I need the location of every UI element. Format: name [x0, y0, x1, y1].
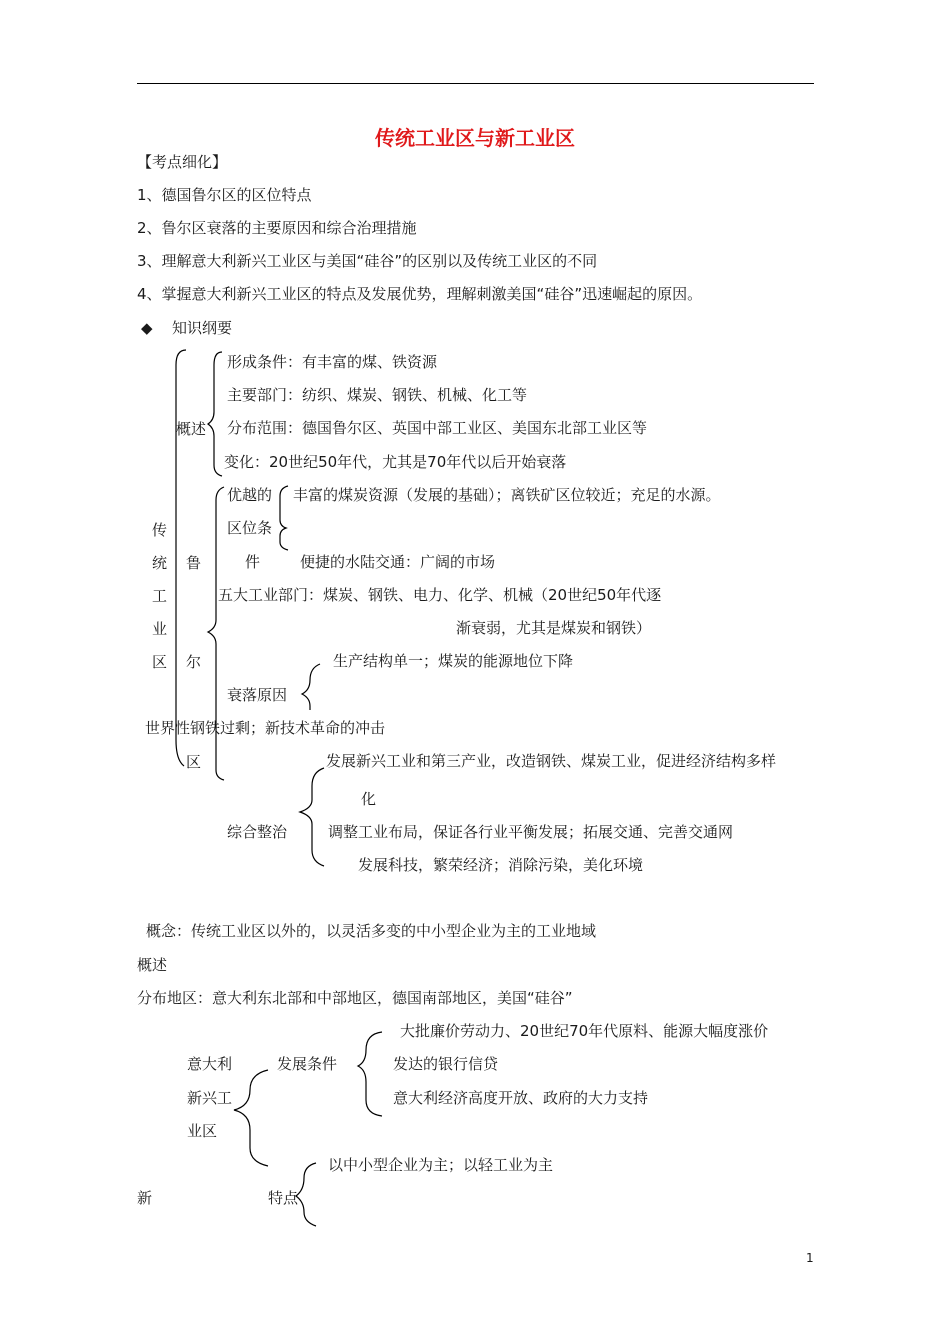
- point-3: 3、理解意大利新兴工业区与美国“硅谷”的区别以及传统工业区的不同: [137, 252, 598, 270]
- dev-item: 发达的银行信贷: [393, 1055, 499, 1073]
- new-overview-label: 概述: [137, 956, 168, 974]
- italy-label: 新兴工: [187, 1089, 233, 1107]
- bracket-remediation: [300, 768, 324, 866]
- feature-item: 以中小型企业为主；以轻工业为主: [328, 1156, 554, 1174]
- italy-label: 业区: [187, 1122, 218, 1140]
- point-2: 2、鲁尔区衰落的主要原因和综合治理措施: [137, 219, 417, 237]
- overview-item: 分布范围：德国鲁尔区、英国中部工业区、美国东北部工业区等: [227, 419, 648, 437]
- bracket-feature: [296, 1163, 316, 1226]
- section-header: 【考点细化】: [137, 153, 228, 171]
- location-item: 便捷的水陆交通：广阔的市场: [300, 553, 496, 571]
- ruhr-label-char: 区: [186, 753, 202, 771]
- decline-item: 生产结构单一；煤炭的能源地位下降: [333, 652, 574, 670]
- bracket-overview: [208, 352, 222, 476]
- location-label: 件: [245, 553, 261, 571]
- concept-text: 概念：传统工业区以外的，以灵活多变的中小型企业为主的工业地域: [146, 922, 597, 940]
- dev-label: 发展条件: [277, 1055, 338, 1073]
- distribution-text: 分布地区：意大利东北部和中部地区，德国南部地区，美国“硅谷”: [137, 989, 573, 1007]
- page-number: 1: [806, 1251, 814, 1265]
- remediation-item: 发展新兴工业和第三产业，改造钢铁、煤炭工业，促进经济结构多样: [326, 752, 777, 770]
- location-label: 区位条: [227, 519, 273, 537]
- remediation-item: 发展科技，繁荣经济；消除污染，美化环境: [358, 856, 644, 874]
- remediation-item: 化: [361, 790, 377, 808]
- remediation-label: 综合整治: [227, 823, 288, 841]
- traditional-label-char: 传: [152, 521, 168, 539]
- new-label: 新: [137, 1189, 153, 1207]
- page-title: 传统工业区与新工业区: [375, 126, 575, 150]
- overview-label: 概述: [176, 420, 207, 438]
- outline-header: 知识纲要: [172, 319, 233, 337]
- dev-item: 大批廉价劳动力、20世纪70年代原料、能源大幅度涨价: [400, 1022, 769, 1040]
- bracket-traditional: [176, 350, 186, 766]
- dev-item: 意大利经济高度开放、政府的大力支持: [393, 1089, 649, 1107]
- overview-item: 主要部门：纺织、煤炭、钢铁、机械、化工等: [227, 386, 528, 404]
- italy-label: 意大利: [187, 1055, 233, 1073]
- bracket-italy: [234, 1070, 268, 1166]
- traditional-label-char: 区: [152, 653, 168, 671]
- bracket-location: [280, 486, 288, 550]
- bracket-dev: [358, 1032, 382, 1116]
- five-sectors-text: 渐衰弱，尤其是煤炭和钢铁）: [456, 619, 652, 637]
- change-text: 变化：20世纪50年代，尤其是70年代以后开始衰落: [224, 453, 567, 471]
- location-item: 丰富的煤炭资源（发展的基础）；离铁矿区位较近；充足的水源。: [293, 486, 721, 504]
- diamond-bullet-icon: ◆: [141, 319, 153, 337]
- remediation-item: 调整工业布局，保证各行业平衡发展；拓展交通、完善交通网: [328, 823, 734, 841]
- traditional-label-char: 业: [152, 620, 168, 638]
- point-4: 4、掌握意大利新兴工业区的特点及发展优势，理解刺激美国“硅谷”迅速崛起的原因。: [137, 285, 703, 303]
- bracket-decline: [302, 664, 320, 710]
- decline-label: 衰落原因: [227, 686, 288, 704]
- point-1: 1、德国鲁尔区的区位特点: [137, 186, 312, 204]
- ruhr-label-char: 尔: [186, 653, 202, 671]
- traditional-label-char: 工: [152, 587, 168, 605]
- location-label: 优越的: [227, 486, 273, 504]
- feature-label: 特点: [268, 1189, 299, 1207]
- overview-item: 形成条件：有丰富的煤、铁资源: [227, 353, 438, 371]
- five-sectors-text: 五大工业部门：煤炭、钢铁、电力、化学、机械（20世纪50年代逐: [218, 586, 662, 604]
- decline-item: 世界性钢铁过剩；新技术革命的冲击: [145, 719, 386, 737]
- ruhr-label-char: 鲁: [186, 554, 202, 572]
- traditional-label-char: 统: [152, 554, 168, 572]
